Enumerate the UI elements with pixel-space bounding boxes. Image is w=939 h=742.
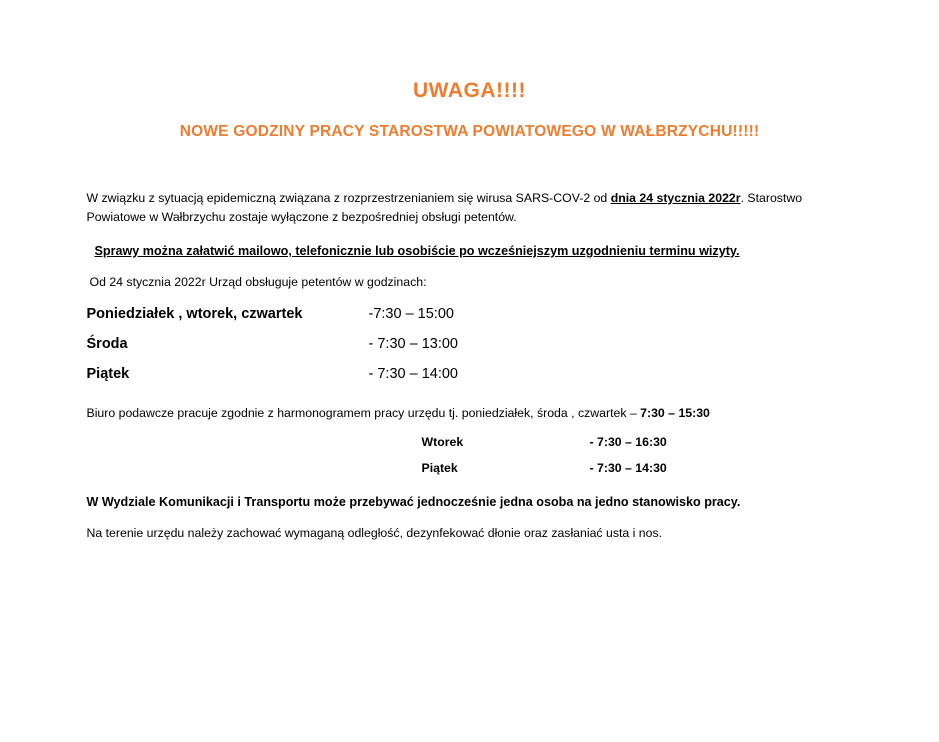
table-row	[422, 435, 667, 461]
hours-intro: Od 24 stycznia 2022r Urząd obsługuje petentów w godzinach:	[89, 274, 427, 289]
table-row	[87, 306, 855, 336]
hours-day: Piątek	[86, 365, 130, 382]
biuro-text: Biuro podawcze pracuje zgodnie z harmonogramem pracy urzędu tj. poniedziałek, środa , czwartek –	[86, 405, 641, 420]
page-title: UWAGA!!!!	[413, 79, 526, 102]
biuro-time: - 7:30 – 16:30	[589, 435, 667, 450]
biuro-podawcze-note	[87, 404, 855, 422]
biuro-time: - 7:30 – 14:30	[589, 461, 667, 476]
biuro-hours-highlight: 7:30 – 15:30	[640, 405, 710, 420]
intro-text-part1: W związku z sytuacją epidemiczną związana z rozprzestrzenianiem się wirusa SARS-COV-2 od	[86, 190, 611, 205]
teren-note: Na terenie urzędu należy zachować wymaganą odległość, dezynfekować dłonie oraz zasłaniać usta i nos.	[86, 526, 663, 541]
hours-time: - 7:30 – 13:00	[368, 335, 458, 352]
hours-day: Poniedziałek , wtorek, czwartek	[86, 305, 303, 322]
contact-note: Sprawy można załatwić mailowo, telefonicznie lub osobiście po wcześniejszym uzgodnieniu terminu wizyty.	[94, 243, 740, 258]
table-row	[422, 461, 667, 475]
biuro-day: Wtorek	[421, 435, 464, 450]
document-page	[0, 78, 939, 742]
hours-time: - 7:30 – 14:00	[368, 365, 458, 382]
komunikacja-note: W Wydziale Komunikacji i Transportu może przebywać jednocześnie jedna osoba na jedno stanowisko pracy.	[86, 495, 741, 510]
table-row	[87, 336, 855, 366]
intro-date-highlight: dnia 24 stycznia 2022r	[610, 190, 741, 205]
hours-day: Środa	[86, 335, 128, 352]
document-body	[85, 189, 855, 541]
intro-paragraph	[87, 189, 855, 227]
intro-text-part2: . Starostwo Powiatowe w Wałbrzychu zostaje wyłączone z bezpośredniej obsługi petentów.	[86, 190, 803, 224]
table-row	[87, 366, 855, 382]
hours-time: -7:30 – 15:00	[368, 305, 454, 322]
office-hours-table	[87, 306, 855, 382]
biuro-hours-table	[422, 435, 667, 475]
biuro-day: Piątek	[421, 461, 458, 476]
document-title-block	[0, 78, 939, 142]
page-subtitle: NOWE GODZINY PRACY STAROSTWA POWIATOWEGO W WAŁBRZYCHU!!!!!	[179, 123, 760, 141]
